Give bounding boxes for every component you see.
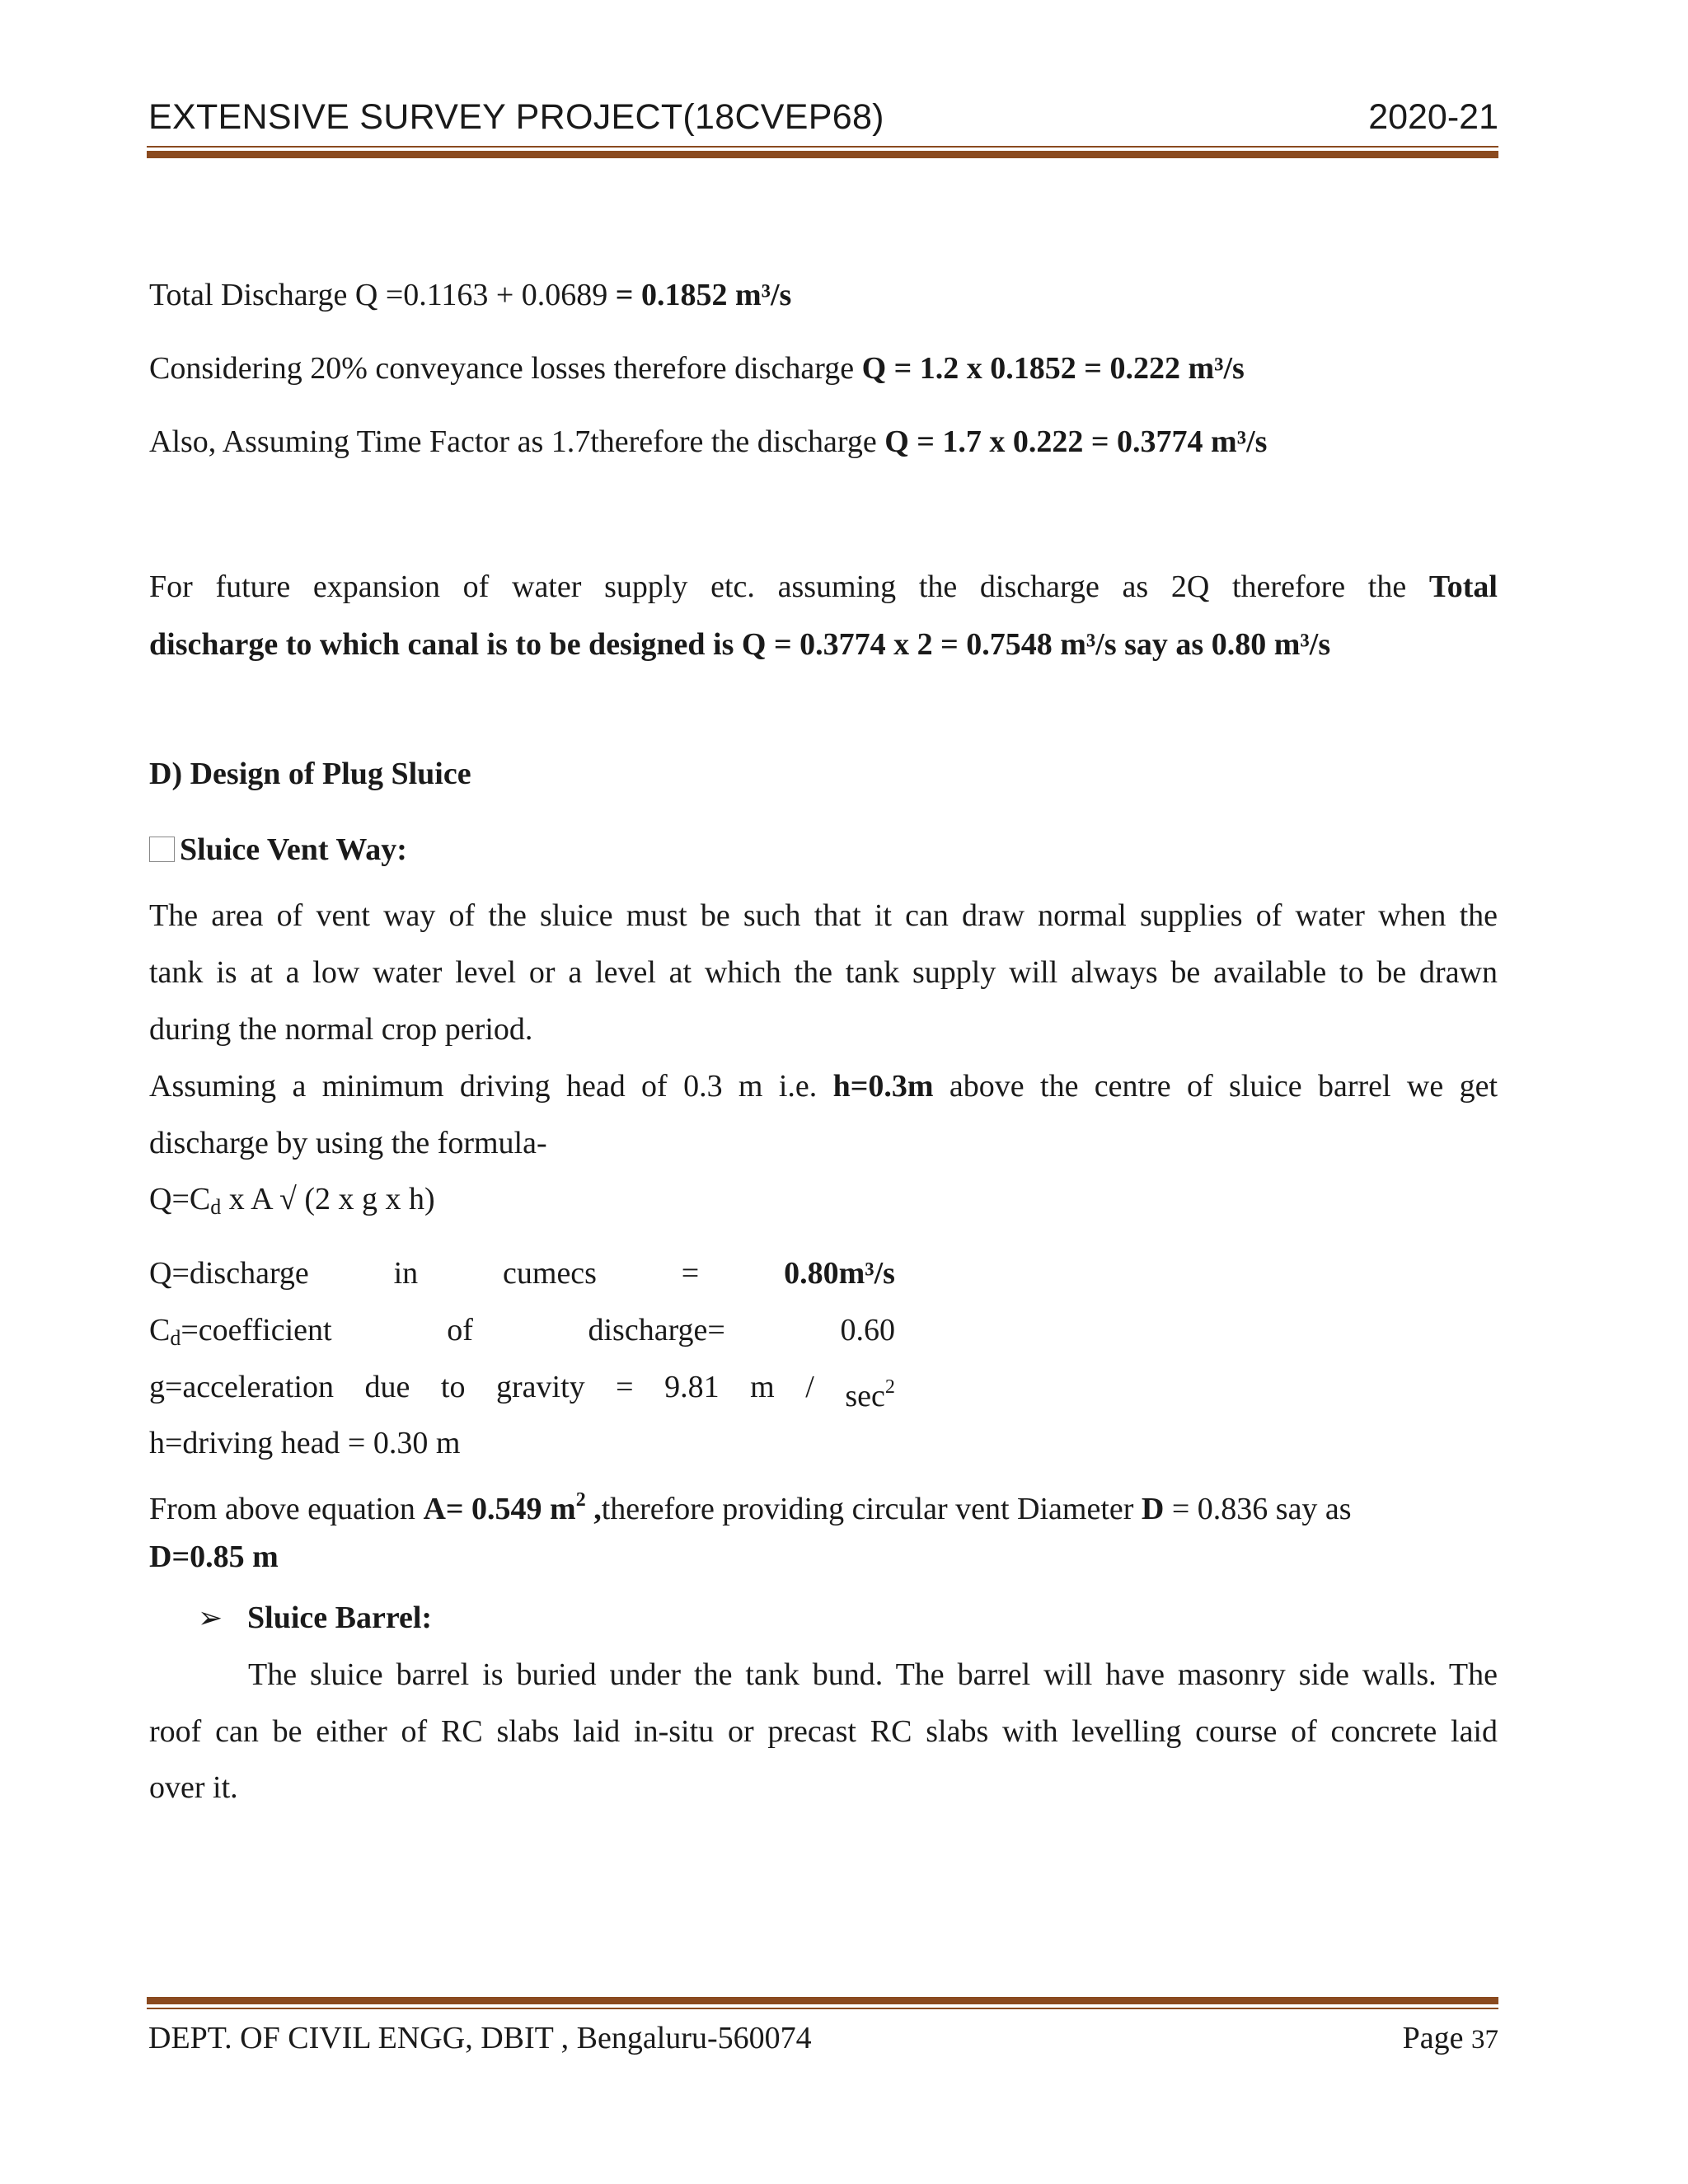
future-expansion-bold-total: Total (1428, 569, 1498, 604)
result-line (149, 1481, 1352, 1528)
result-text-b: therefore providing circular vent Diameter (601, 1492, 1142, 1526)
para1-line1: The area of vent way of the sluice must be such that it can draw normal supplies of water when the (149, 898, 1498, 933)
def-word: to (440, 1370, 466, 1404)
para2-line2: discharge by using the formula- (149, 1126, 547, 1160)
def-word: in (393, 1256, 419, 1291)
formula-rest: x A √ (2 x g x h) (221, 1182, 435, 1216)
def-word: / (805, 1370, 814, 1404)
footer-page-label: Page (1402, 2021, 1471, 2055)
future-expansion-line1 (149, 568, 1498, 606)
time-factor-line (149, 423, 1267, 461)
barrel-line3: over it. (149, 1770, 238, 1805)
result-final-line (149, 1538, 279, 1576)
def-word (149, 1311, 332, 1357)
barrel-line1: The sluice barrel is buried under the tank bund. The barrel will have masonry side walls. The (248, 1657, 1498, 1692)
missing-glyph-icon (149, 837, 175, 862)
formula-line (149, 1180, 435, 1226)
def-word (845, 1368, 895, 1415)
def-word: discharge= (588, 1313, 725, 1347)
para1-line2: tank is at a low water level or a level at which the tank supply will always be available to be drawn (149, 955, 1498, 990)
def-word: = (616, 1370, 634, 1404)
future-expansion-line2 (149, 626, 1330, 663)
total-discharge-value: = 0.1852 m³/s (615, 278, 792, 312)
def-word: Q=discharge (149, 1256, 309, 1291)
result-text-c: = 0.836 say as (1164, 1492, 1352, 1526)
def-word: of (447, 1313, 473, 1347)
result-d: D (1141, 1492, 1165, 1526)
def-c: C (149, 1313, 171, 1347)
def-sup-2: 2 (884, 1376, 895, 1398)
barrel-line2: roof can be either of RC slabs laid in-situ or precast RC slabs with levelling course of concrete laid (149, 1714, 1498, 1749)
para1-line3: during the normal crop period. (149, 1012, 533, 1047)
future-expansion-text: For future expansion of water supply etc. assuming the discharge as 2Q therefore the (149, 569, 1429, 604)
arrow-bullet-icon: ➢ (198, 1601, 223, 1634)
result-comma: , (585, 1492, 602, 1526)
footer-page (1403, 2020, 1498, 2056)
result-text-a: From above equation (149, 1492, 424, 1526)
para2-line1 (149, 1067, 1498, 1105)
def-gravity-line (149, 1368, 895, 1415)
future-expansion-bold-design: discharge to which canal is to be designed is Q = 0.3774 x 2 = 0.7548 m³/s say as 0.80 m³/s (149, 627, 1331, 662)
def-word: gravity (496, 1370, 585, 1404)
conveyance-loss-line (149, 349, 1245, 387)
header-rule-thin (147, 146, 1498, 148)
section-heading-text: D) Design of Plug Sluice (149, 757, 471, 791)
conveyance-loss-value: Q = 1.2 x 0.1852 = 0.222 m³/s (861, 351, 1245, 386)
section-heading (149, 755, 471, 793)
def-word: cumecs (503, 1256, 597, 1291)
para2-bold-head: h=0.3m (832, 1069, 934, 1104)
para2-text-b: above the centre of sluice barrel we get (933, 1069, 1498, 1104)
barrel-heading (198, 1599, 432, 1637)
footer-rule-thin (147, 2008, 1498, 2009)
result-area: A= 0.549 m (423, 1492, 576, 1526)
page-footer (148, 2020, 1498, 2061)
result-sup-2: 2 (575, 1489, 586, 1511)
header-year: 2020-21 (1368, 97, 1498, 137)
conveyance-loss-text: Considering 20% conveyance losses therefore discharge (149, 351, 862, 386)
para2-text-a: Assuming a minimum driving head of 0.3 m i.e. (149, 1069, 833, 1104)
def-word: = (681, 1256, 700, 1291)
result-final-diameter: D=0.85 m (149, 1540, 279, 1574)
time-factor-value: Q = 1.7 x 0.222 = 0.3774 m³/s (884, 424, 1268, 459)
def-word: g=acceleration (149, 1370, 334, 1404)
barrel-heading-text: Sluice Barrel: (247, 1601, 433, 1635)
def-coefficient-line (149, 1311, 895, 1357)
def-sec: sec (845, 1379, 885, 1413)
time-factor-text: Also, Assuming Time Factor as 1.7therefore the discharge (149, 424, 885, 459)
def-head-line: h=driving head = 0.30 m (149, 1426, 461, 1460)
total-discharge-text: Total Discharge Q =0.1163 + 0.0689 (149, 278, 616, 312)
vent-way-heading-text: Sluice Vent Way: (180, 832, 407, 867)
def-word: 9.81 (664, 1370, 720, 1404)
footer-dept: DEPT. OF CIVIL ENGG, DBIT , Bengaluru-560074 (148, 2021, 812, 2055)
def-sub-d: d (170, 1326, 181, 1350)
def-word: m (750, 1370, 775, 1404)
vent-way-heading (149, 831, 407, 869)
def-coefficient: =coefficient (181, 1313, 332, 1347)
total-discharge-line (149, 276, 791, 314)
def-discharge-value: 0.80m³/s (784, 1256, 895, 1291)
header-rule-thick (147, 151, 1498, 158)
page-header (148, 97, 1498, 147)
footer-page-number: 37 (1471, 2025, 1498, 2055)
def-discharge-line (149, 1254, 895, 1292)
footer-rule-thick (147, 1997, 1498, 2004)
def-coefficient-value: 0.60 (840, 1313, 895, 1347)
def-word: due (364, 1370, 410, 1404)
formula-q: Q=C (149, 1182, 211, 1216)
header-title: EXTENSIVE SURVEY PROJECT(18CVEP68) (148, 97, 884, 137)
formula-sub-d: d (210, 1195, 222, 1219)
